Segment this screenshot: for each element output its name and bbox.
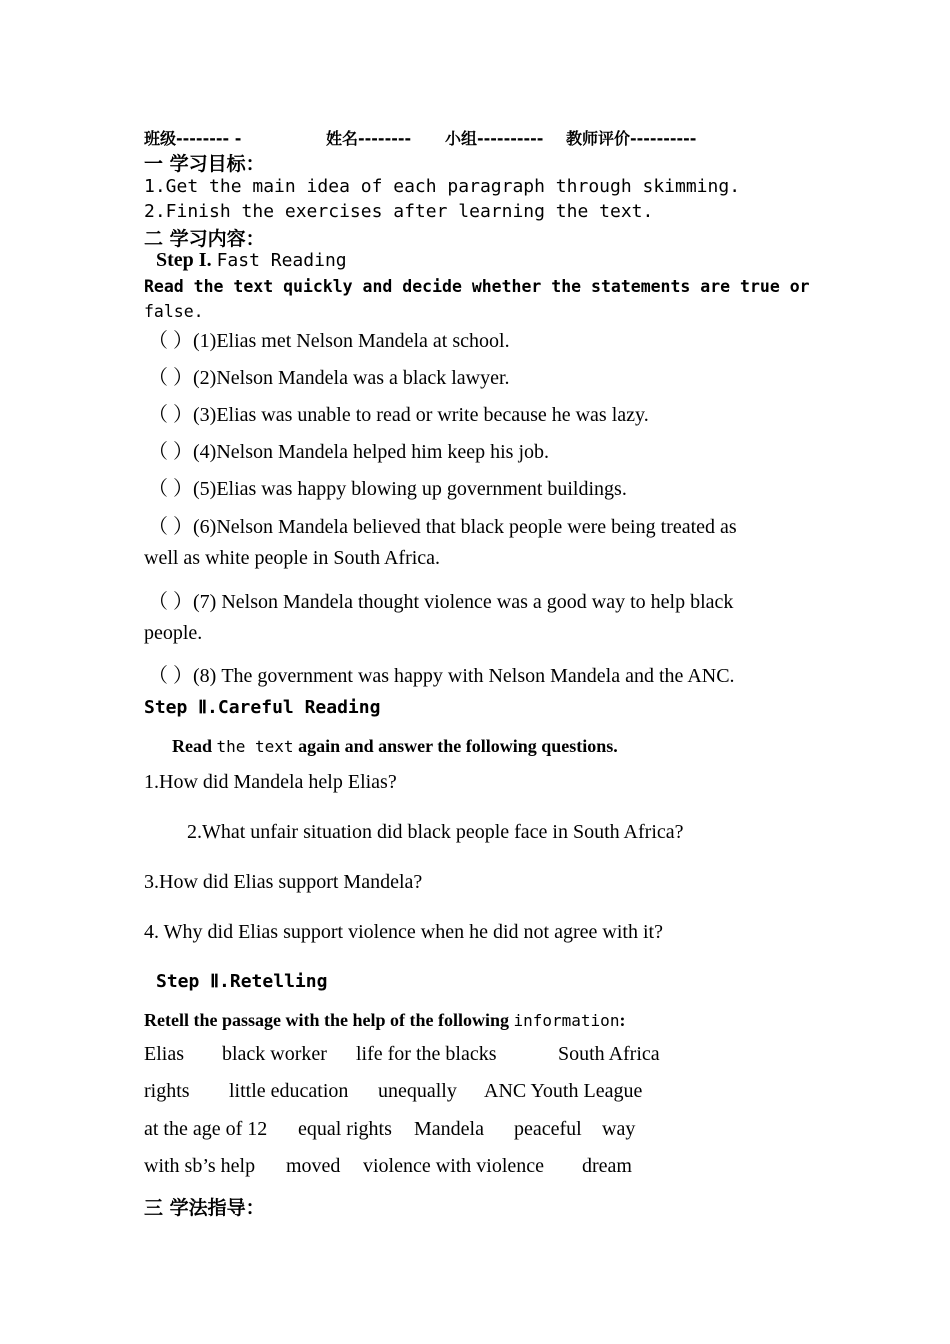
goal-item: 2.Finish the exercises after learning the text. xyxy=(144,201,654,222)
statement-item-continued: people. xyxy=(144,622,203,644)
student-info-header xyxy=(0,126,950,148)
step3-instruction-a: Retell the passage with the help of the following xyxy=(144,1010,514,1030)
keyword: violence with violence xyxy=(363,1155,545,1177)
step2-instruction-b: the text xyxy=(216,737,294,756)
statement-item: （ ）(5)Elias was happy blowing up government buildings. xyxy=(148,478,627,500)
step1-instruction: false. xyxy=(144,302,204,321)
keyword: peaceful xyxy=(514,1118,582,1140)
step1-title xyxy=(156,249,347,272)
keyword: equal rights xyxy=(298,1118,392,1140)
goal-item: 1.Get the main idea of each paragraph through skimming. xyxy=(144,176,741,197)
statement-item: （ ）(8) The government was happy with Nelson Mandela and the ANC. xyxy=(148,665,735,687)
keyword: black worker xyxy=(222,1043,327,1065)
question-item: 3.How did Elias support Mandela? xyxy=(144,871,423,893)
keyword: ANC Youth League xyxy=(484,1080,643,1102)
group-field: 小组---------- xyxy=(445,129,544,148)
keyword: at the age of 12 xyxy=(144,1118,268,1140)
name-field: 姓名-------- xyxy=(326,129,412,148)
keyword: Mandela xyxy=(414,1118,484,1140)
step1-title-rest: Fast Reading xyxy=(216,250,347,271)
keyword: moved xyxy=(286,1155,341,1177)
keyword-row xyxy=(0,1155,950,1181)
question-item: 2.What unfair situation did black people face in South Africa? xyxy=(187,821,684,843)
statement-item-continued: well as white people in South Africa. xyxy=(144,547,441,569)
statement-item: （ ）(4)Nelson Mandela helped him keep his job. xyxy=(148,441,550,463)
step2-instruction xyxy=(172,736,618,757)
step2-instruction-c: again and answer the following questions. xyxy=(293,736,618,756)
section-heading-content: 二 学习内容： xyxy=(144,228,265,250)
keyword: Elias xyxy=(144,1043,184,1065)
teacher-evaluation-field: 教师评价---------- xyxy=(566,129,697,148)
keyword-row xyxy=(0,1043,950,1069)
keyword-row xyxy=(0,1118,950,1144)
statement-item: （ ）(6)Nelson Mandela believed that black people were being treated as xyxy=(148,516,737,538)
statement-item: （ ）(7) Nelson Mandela thought violence was a good way to help black xyxy=(148,591,734,613)
keyword: rights xyxy=(144,1080,190,1102)
step3-instruction-b: information xyxy=(513,1011,620,1030)
class-field: 班级-------- - xyxy=(144,129,242,148)
question-item: 1.How did Mandela help Elias? xyxy=(144,771,397,793)
keyword: life for the blacks xyxy=(356,1043,497,1065)
step2-title: Step Ⅱ.Careful Reading xyxy=(144,697,381,718)
section-heading-method: 三 学法指导： xyxy=(144,1197,265,1219)
keyword: unequally xyxy=(378,1080,457,1102)
step3-title: Step Ⅱ.Retelling xyxy=(156,971,328,992)
section-heading-goals: 一 学习目标： xyxy=(144,153,265,175)
statement-item: （ ）(2)Nelson Mandela was a black lawyer. xyxy=(148,367,510,389)
statement-item: （ ）(3)Elias was unable to read or write because he was lazy. xyxy=(148,404,649,426)
statement-item: （ ）(1)Elias met Nelson Mandela at school. xyxy=(148,330,510,352)
step3-instruction xyxy=(144,1010,625,1031)
step3-instruction-c: : xyxy=(619,1010,626,1030)
step2-instruction-a: Read xyxy=(172,736,217,756)
keyword: way xyxy=(602,1118,636,1140)
step1-instruction: Read the text quickly and decide whether the statements are true or xyxy=(144,277,810,296)
keyword: South Africa xyxy=(558,1043,660,1065)
question-item: 4. Why did Elias support violence when he did not agree with it? xyxy=(144,921,663,943)
step1-title-bold: Step I. xyxy=(156,249,212,271)
keyword: dream xyxy=(582,1155,632,1177)
keyword: little education xyxy=(229,1080,349,1102)
keyword: with sb’s help xyxy=(144,1155,256,1177)
keyword-row xyxy=(0,1080,950,1106)
